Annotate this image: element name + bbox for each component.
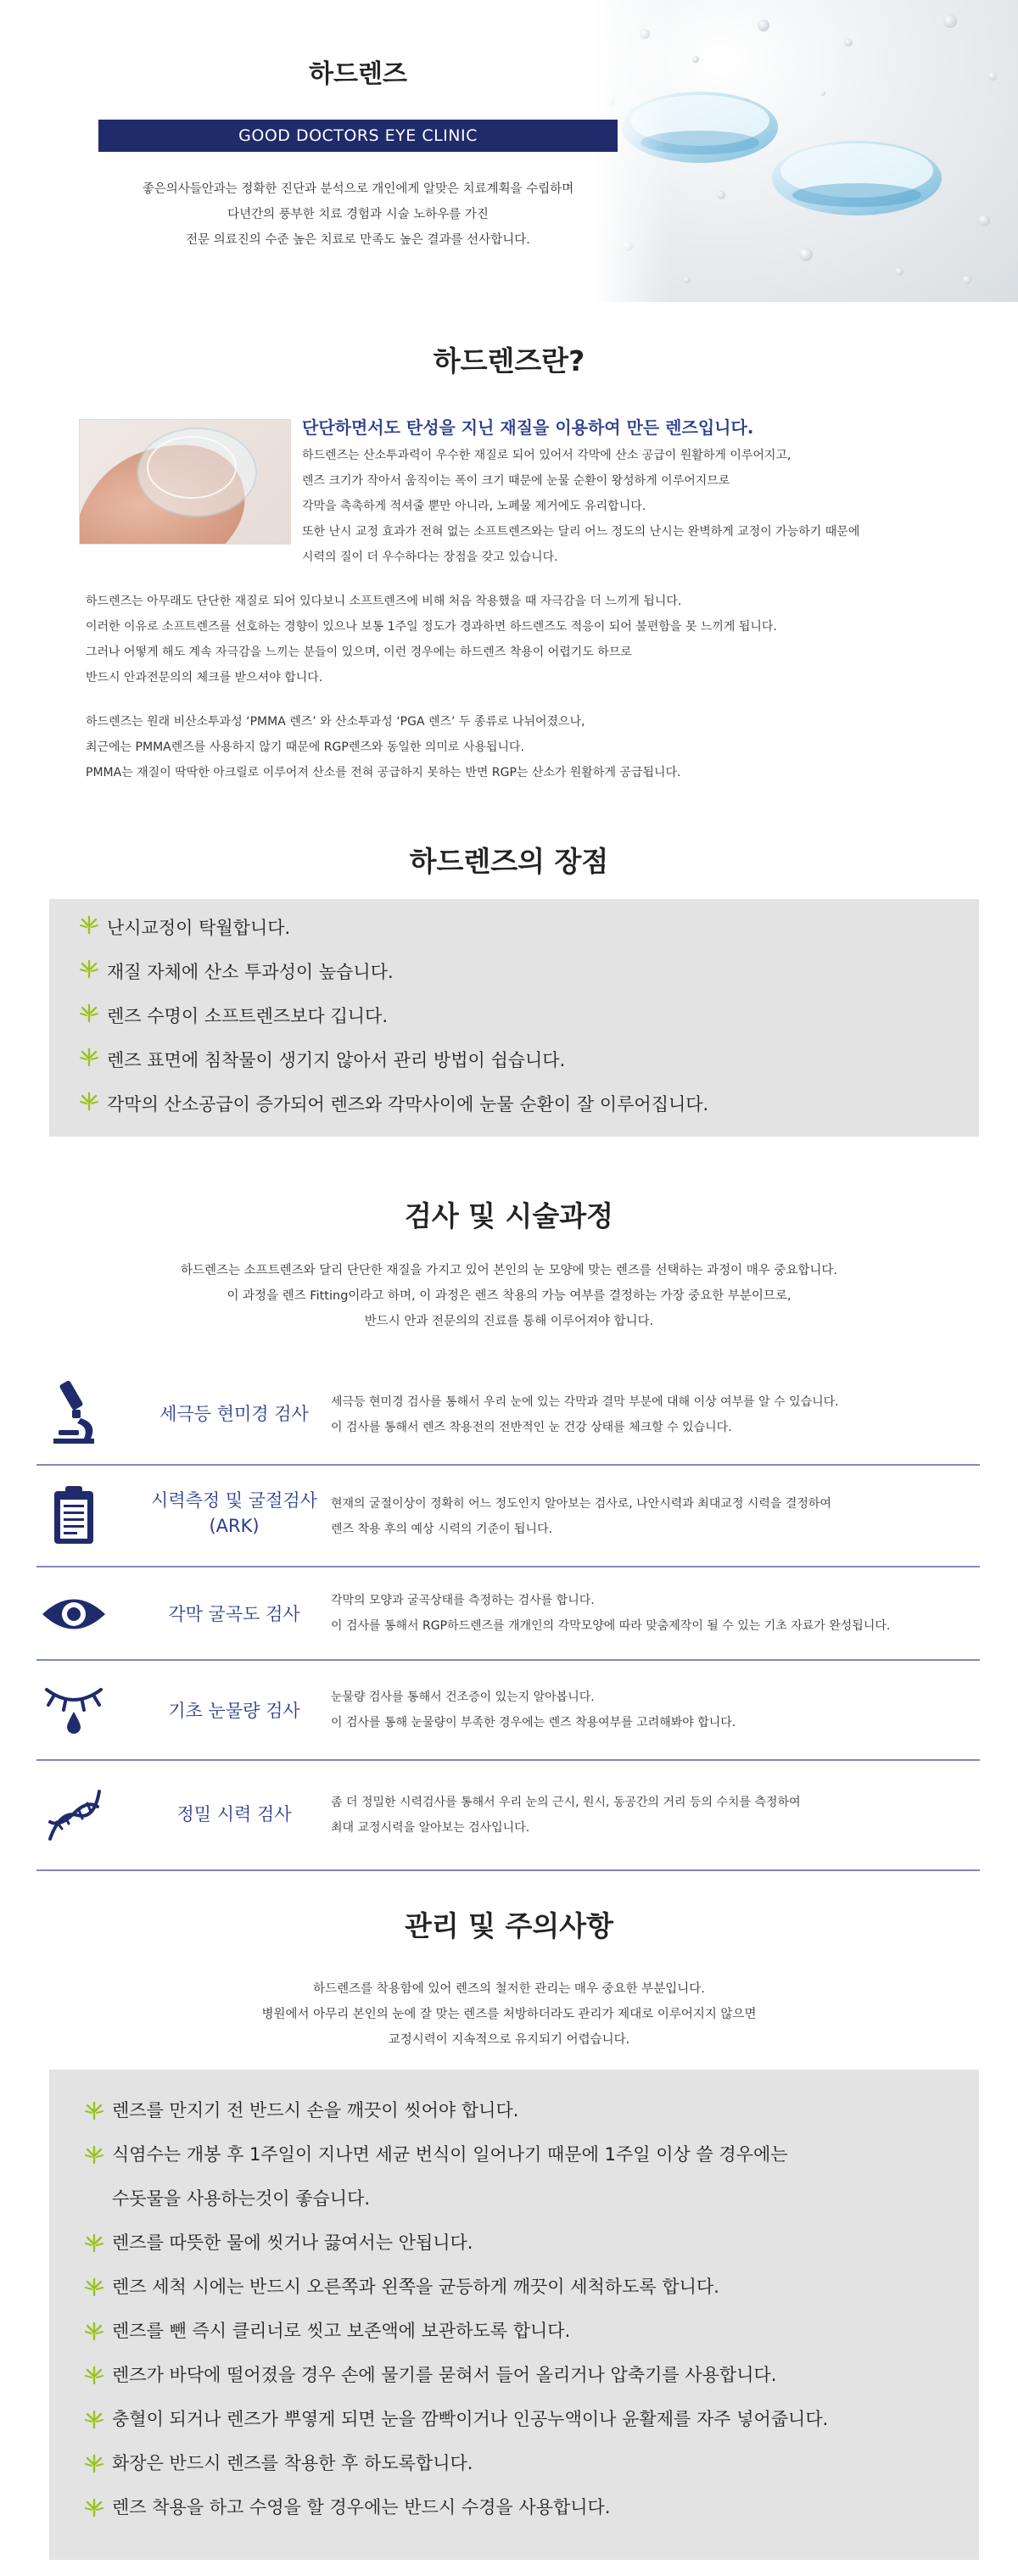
clipboard-icon bbox=[36, 1484, 111, 1545]
leaf-bullet-icon bbox=[78, 1047, 100, 1067]
care-box bbox=[49, 2070, 979, 2560]
care-description bbox=[0, 1976, 1018, 2053]
leaf-bullet-icon bbox=[78, 958, 100, 979]
leaf-bullet-icon bbox=[83, 2365, 105, 2385]
what-p3-line: 최근에는 PMMA렌즈를 사용하지 않기 때문에 RGP렌즈와 동일한 의미로 사용됩니다. bbox=[86, 740, 524, 754]
hero-description bbox=[93, 176, 623, 253]
what-text-line: 각막을 촉촉하게 적셔줄 뿐만 아니라, 노폐물 제거에도 유리합니다. bbox=[302, 500, 646, 513]
care-text-line: 충혈이 되거나 렌즈가 뿌옇게 되면 눈을 깜빡이거나 인공누액이나 윤활제를 자주 넣어줍니다. bbox=[112, 2409, 829, 2429]
advantage-text: 각막의 산소공급이 증가되어 렌즈와 각막사이에 눈물 순환이 잘 이루어집니다. bbox=[107, 1094, 709, 1115]
care-desc-line: 하드렌즈를 착용함에 있어 렌즈의 철저한 관리는 매우 중요한 부분입니다. bbox=[313, 1982, 705, 1996]
process-step-text bbox=[331, 1685, 984, 1735]
process-step-text-line: 눈물량 검사를 통해서 건조증이 있는지 알아봅니다. bbox=[331, 1690, 595, 1704]
process-step-text-line: 이 검사를 통해서 RGP하드렌즈를 개개인의 각막모양에 따라 맞춤제작이 될 수 있는 기초 자료가 완성됩니다. bbox=[331, 1619, 891, 1633]
process-section-title: 검사 및 시술과정 bbox=[404, 1199, 614, 1232]
leaf-bullet-icon bbox=[83, 2100, 105, 2121]
what-p2-line: 이러한 이유로 소프트렌즈를 선호하는 경향이 있으나 보통 1주일 정도가 경과하면 하드렌즈도 적응이 되어 불편함을 못 느끼게 됩니다. bbox=[86, 620, 777, 634]
care-desc-line: 교정시력이 지속적으로 유지되기 어렵습니다. bbox=[388, 2033, 630, 2047]
advantage-item bbox=[78, 958, 979, 1003]
what-p3-line: PMMA는 재질이 딱딱한 아크릴로 이루어져 산소를 전혀 공급하지 못하는 반면 RGP는 산소가 원활하게 공급됩니다. bbox=[86, 766, 681, 780]
process-step-name bbox=[120, 1802, 349, 1827]
advantage-text: 렌즈 표면에 침착물이 생기지 않아서 관리 방법이 쉽습니다. bbox=[107, 1050, 566, 1070]
care-item bbox=[83, 2309, 979, 2353]
what-text-line: 또한 난시 교정 효과가 전혀 없는 소프트렌즈와는 달리 어느 정도의 난시는 완벽하게 교정이 가능하기 때문에 bbox=[302, 525, 860, 539]
process-step-text bbox=[331, 1389, 984, 1440]
process-step-name-line: (ARK) bbox=[209, 1516, 260, 1536]
process-step-text-line: 이 검사를 통해 눈물량이 부족한 경우에는 렌즈 착용여부를 고려해봐야 합니다. bbox=[331, 1716, 736, 1729]
leaf-bullet-icon bbox=[83, 2277, 105, 2297]
advantage-text: 재질 자체에 산소 투과성이 높습니다. bbox=[107, 962, 394, 982]
hero-desc-line: 좋은의사들안과는 정확한 진단과 분석으로 개인에게 알맞은 치료계획을 수립하며 bbox=[142, 182, 574, 196]
process-desc-line: 이 과정을 렌즈 Fitting이라고 하며, 이 과정은 렌즈 착용의 가능 여부를 결정하는 가장 중요한 부분이므로, bbox=[227, 1289, 791, 1303]
process-step-text-line: 렌즈 착용 후의 예상 시력의 기준이 됩니다. bbox=[331, 1523, 553, 1536]
process-step-text-line: 이 검사를 통해서 렌즈 착용전의 전반적인 눈 건강 상태를 체크할 수 있습니다. bbox=[331, 1421, 732, 1434]
process-desc-line: 반드시 안과 전문의의 진료를 통해 이루어져야 합니다. bbox=[364, 1315, 654, 1328]
process-step-text-line: 각막의 모양과 굴곡상태를 측정하는 검사를 합니다. bbox=[331, 1594, 595, 1607]
care-text-line: 렌즈가 바닥에 떨어졌을 경우 손에 물기를 묻혀서 들어 올리거나 압축기를 사용합니다. bbox=[112, 2365, 777, 2385]
process-step-tear-volume bbox=[36, 1662, 980, 1761]
microscope-icon bbox=[36, 1379, 111, 1444]
process-step-name-line: 기초 눈물량 검사 bbox=[168, 1701, 300, 1721]
process-step-text bbox=[331, 1790, 984, 1841]
what-text-line: 렌즈 크기가 작아서 움직이는 폭이 크기 때문에 눈물 순환이 왕성하게 이루어지므로 bbox=[302, 474, 730, 488]
care-item bbox=[83, 2397, 979, 2441]
process-step-name bbox=[120, 1488, 349, 1539]
process-step-name bbox=[120, 1401, 349, 1427]
process-description bbox=[0, 1258, 1018, 1334]
process-step-name-line: 세극등 현미경 검사 bbox=[159, 1404, 309, 1424]
care-item bbox=[83, 2265, 979, 2309]
what-lead-text: 단단하면서도 탄성을 지닌 재질을 이용하여 만든 렌즈입니다. bbox=[302, 417, 754, 438]
what-p2-line: 하드렌즈는 아무래도 단단한 재질로 되어 있다보니 소프트렌즈에 비해 처음 착용했을 때 자극감을 더 느끼게 됩니다. bbox=[86, 595, 682, 608]
advantage-item bbox=[78, 1047, 979, 1091]
process-step-precision-vision bbox=[36, 1763, 980, 1871]
advantages-box bbox=[49, 899, 979, 1137]
care-desc-line: 병원에서 아무리 본인의 눈에 잘 맞는 렌즈를 처방하더라도 관리가 제대로 이루어지지 않으면 bbox=[261, 2008, 757, 2021]
leaf-bullet-icon bbox=[78, 1003, 100, 1023]
what-paragraph-adaptation bbox=[86, 589, 976, 690]
eye-icon bbox=[36, 1595, 111, 1634]
advantage-text: 렌즈 수명이 소프트렌즈보다 깁니다. bbox=[107, 1006, 388, 1026]
leaf-bullet-icon bbox=[83, 2232, 105, 2253]
what-text-line: 시력의 질이 더 우수하다는 장점을 갖고 있습니다. bbox=[302, 550, 558, 564]
leaf-bullet-icon bbox=[83, 2321, 105, 2341]
advantage-text: 난시교정이 탁월합니다. bbox=[107, 918, 291, 938]
lens-on-fingertip-photo bbox=[79, 419, 291, 545]
process-step-name bbox=[120, 1601, 349, 1627]
advantage-item bbox=[78, 1003, 979, 1047]
leaf-bullet-icon bbox=[83, 2497, 105, 2517]
leaf-bullet-icon bbox=[78, 914, 100, 935]
process-step-slit-lamp bbox=[36, 1366, 980, 1466]
process-step-text-line: 좀 더 정밀한 시력검사를 통해서 우리 눈의 근시, 원시, 동공간의 거리 등의 수치를 측정하여 bbox=[331, 1796, 801, 1809]
process-step-text bbox=[331, 1588, 984, 1639]
process-step-text-line: 최대 교정시력을 알아보는 검사입니다. bbox=[331, 1821, 530, 1835]
hero-desc-line: 전문 의료진의 수준 높은 치료로 만족도 높은 결과를 선사합니다. bbox=[186, 233, 530, 247]
care-section-title: 관리 및 주의사항 bbox=[404, 1909, 614, 1942]
care-text-line: 렌즈를 뺀 즉시 클리너로 씻고 보존액에 보관하도록 합니다. bbox=[112, 2321, 571, 2341]
process-step-text-line: 세극등 현미경 검사를 통해서 우리 눈에 있는 각막과 결막 부분에 대해 이상 여부를 알 수 있습니다. bbox=[331, 1395, 839, 1409]
dna-icon bbox=[36, 1785, 111, 1846]
process-step-name-line: 각막 굴곡도 검사 bbox=[168, 1604, 300, 1624]
care-text-line: 렌즈를 만지기 전 반드시 손을 깨끗이 씻어야 합니다. bbox=[112, 2100, 519, 2121]
process-step-text-line: 현재의 굴절이상이 정확히 어느 정도인지 알아보는 검사로, 나안시력과 최대교정 시력을 결정하여 bbox=[331, 1497, 831, 1511]
leaf-bullet-icon bbox=[83, 2144, 105, 2165]
care-text-line: 수돗물을 사용하는것이 좋습니다. bbox=[112, 2188, 371, 2209]
process-step-text bbox=[331, 1491, 984, 1542]
page-title: 하드렌즈 bbox=[309, 59, 407, 89]
process-step-name-line: 시력측정 및 굴절검사 bbox=[151, 1490, 317, 1511]
advantages-section-title: 하드렌즈의 장점 bbox=[409, 845, 609, 878]
what-p2-line: 반드시 안과전문의의 체크를 받으셔야 합니다. bbox=[86, 671, 323, 685]
advantage-item bbox=[78, 1091, 979, 1135]
what-text-line: 하드렌즈는 산소투과력이 우수한 재질로 되어 있어서 각막에 산소 공급이 원활하게 이루어지고, bbox=[302, 449, 791, 462]
process-step-name-line: 정밀 시력 검사 bbox=[176, 1804, 292, 1824]
tear-eye-icon bbox=[36, 1681, 111, 1737]
what-description bbox=[302, 443, 989, 570]
what-p2-line: 그러나 어떻게 해도 계속 자극감을 느끼는 분들이 있으며, 이런 경우에는 하드렌즈 착용이 어렵기도 하므로 bbox=[86, 645, 632, 659]
hero-section bbox=[0, 0, 1018, 302]
care-text-line: 화장은 반드시 렌즈를 착용한 후 하도록합니다. bbox=[112, 2453, 473, 2473]
hero-desc-line: 다년간의 풍부한 치료 경험과 시술 노하우를 가진 bbox=[227, 208, 489, 221]
care-text-line: 렌즈 착용을 하고 수영을 할 경우에는 반드시 수경을 사용합니다. bbox=[112, 2497, 611, 2517]
leaf-bullet-icon bbox=[83, 2453, 105, 2473]
care-item bbox=[83, 2132, 979, 2221]
care-item bbox=[83, 2353, 979, 2397]
leaf-bullet-icon bbox=[78, 1091, 100, 1111]
care-item bbox=[83, 2441, 979, 2485]
what-p3-line: 하드렌즈는 원래 비산소투과성 ‘PMMA 렌즈’ 와 산소투과성 ‘PGA 렌즈’ 두 종류로 나뉘어졌으나, bbox=[86, 715, 585, 729]
what-paragraph-types bbox=[86, 709, 976, 785]
process-desc-line: 하드렌즈는 소프트렌즈와 달리 단단한 재질을 가지고 있어 본인의 눈 모양에 맞는 렌즈를 선택하는 과정이 매우 중요합니다. bbox=[180, 1264, 838, 1277]
what-section-title: 하드렌즈란? bbox=[433, 344, 585, 377]
care-text-line: 식염수는 개봉 후 1주일이 지나면 세균 번식이 일어나기 때문에 1주일 이상 쓸 경우에는 bbox=[112, 2144, 788, 2165]
process-step-keratometry bbox=[36, 1569, 980, 1661]
process-step-name bbox=[120, 1698, 349, 1724]
care-text-line: 렌즈를 따뜻한 물에 씻거나 끓여서는 안됩니다. bbox=[112, 2232, 473, 2253]
care-item bbox=[83, 2485, 979, 2529]
care-text-line: 렌즈 세척 시에는 반드시 오른쪽과 왼쪽을 균등하게 깨끗이 세척하도록 합니다. bbox=[112, 2277, 719, 2297]
care-item bbox=[83, 2088, 979, 2132]
leaf-bullet-icon bbox=[83, 2409, 105, 2429]
advantage-item bbox=[78, 914, 979, 958]
clinic-banner: GOOD DOCTORS EYE CLINIC bbox=[98, 120, 618, 152]
care-item bbox=[83, 2221, 979, 2265]
process-step-refraction bbox=[36, 1467, 980, 1567]
